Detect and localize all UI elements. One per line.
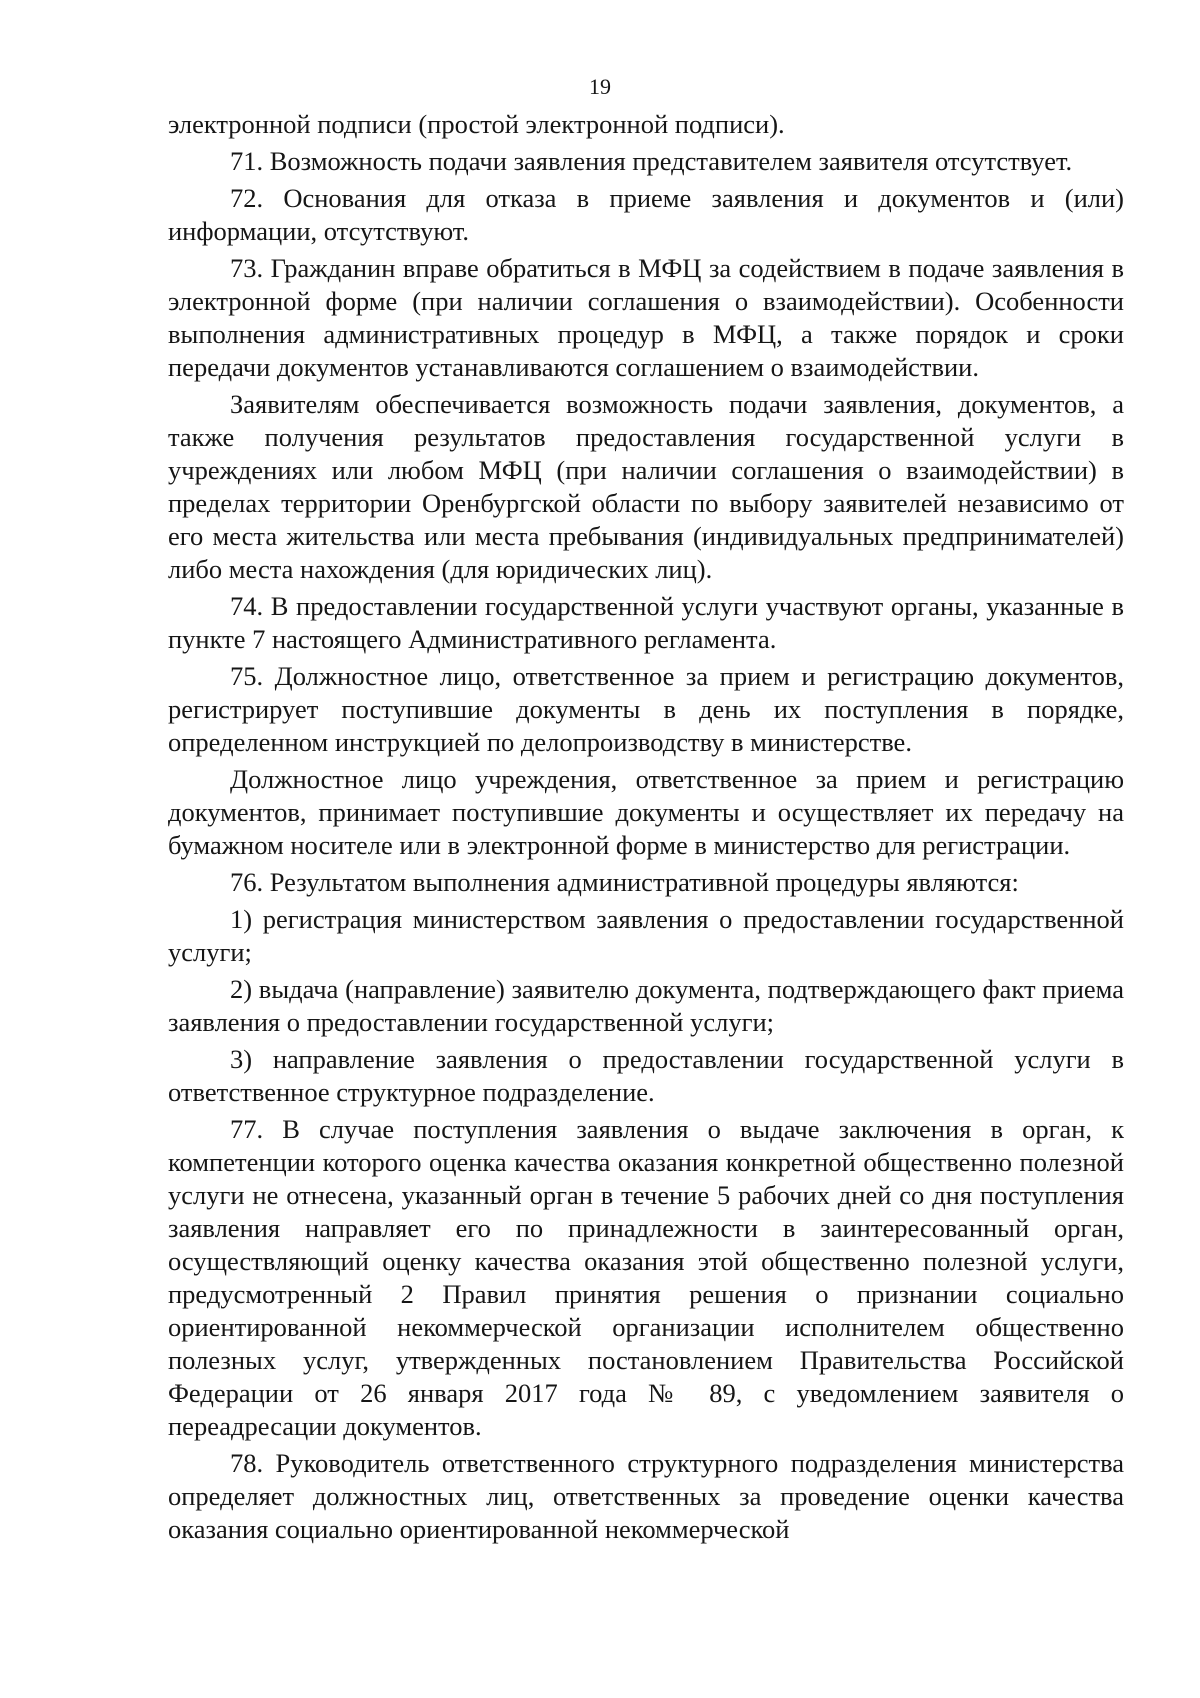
page-number: 19 — [589, 74, 611, 99]
list-item-76-3: 3) направление заявления о предоставлении государственной услуги в ответственное структурное подразделение. — [168, 1044, 1124, 1107]
paragraph-continuation: электронной подписи (простой электронной подписи). — [168, 109, 785, 139]
paragraph-76: 76. Результатом выполнения административной процедуры являются: — [230, 867, 1019, 897]
paragraph-78: 78. Руководитель ответственного структурного подразделения министерства определяет должностных лиц, ответственных за проведение оценки качества оказания социально ориентированной некоммерческой — [168, 1448, 1124, 1544]
list-item-76-1: 1) регистрация министерством заявления о предоставлении государственной услуги; — [168, 904, 1124, 967]
paragraph-73: 73. Гражданин вправе обратиться в МФЦ за содействием в подаче заявления в электронной форме (при наличии соглашения о взаимодействии). Особенности выполнения административных процедур в МФЦ, а также порядок и сроки передачи документов устанавливаются соглашением о взаимодействии. — [168, 253, 1124, 382]
paragraph-75-continued: Должностное лицо учреждения, ответственное за прием и регистрацию документов, принимает поступившие документы и осуществляет их передачу на бумажном носителе или в электронной форме в министерство для регистрации. — [168, 764, 1124, 860]
paragraph-73-continued: Заявителям обеспечивается возможность подачи заявления, документов, а также получения результатов предоставления государственной услуги в учреждениях или любом МФЦ (при наличии соглашения о взаимодействии) в пределах территории Оренбургской области по выбору заявителей независимо от его места жительства или места пребывания (индивидуальных предпринимателей) либо места нахождения (для юридических лиц). — [168, 389, 1124, 584]
paragraph-72: 72. Основания для отказа в приеме заявления и документов и (или) информации, отсутствуют. — [168, 183, 1124, 246]
paragraph-77: 77. В случае поступления заявления о выдаче заключения в орган, к компетенции которого оценка качества оказания конкретной общественно полезной услуги не отнесена, указанный орган в течение 5 рабочих дней со дня поступления заявления направляет его по принадлежности в заинтересованный орган, осуществляющий оценку качества оказания этой общественно полезной услуги, предусмотренный 2 Правил принятия решения о признании социально ориентированной некоммерческой организации исполнителем общественно полезных услуг, утвержденных постановлением Правительства Российской Федерации от 26 января 2017 года № 89, с уведомлением заявителя о переадресации документов. — [168, 1114, 1124, 1441]
paragraph-74: 74. В предоставлении государственной услуги участвуют органы, указанные в пункте 7 настоящего Административного регламента. — [168, 591, 1124, 654]
document-body — [168, 108, 1124, 1550]
paragraph-75: 75. Должностное лицо, ответственное за прием и регистрацию документов, регистрирует поступившие документы в день их поступления в порядке, определенном инструкцией по делопроизводству в министерстве. — [168, 661, 1124, 757]
paragraph-71: 71. Возможность подачи заявления представителем заявителя отсутствует. — [230, 146, 1073, 176]
list-item-76-2: 2) выдача (направление) заявителю документа, подтверждающего факт приема заявления о предоставлении государственной услуги; — [168, 974, 1124, 1037]
